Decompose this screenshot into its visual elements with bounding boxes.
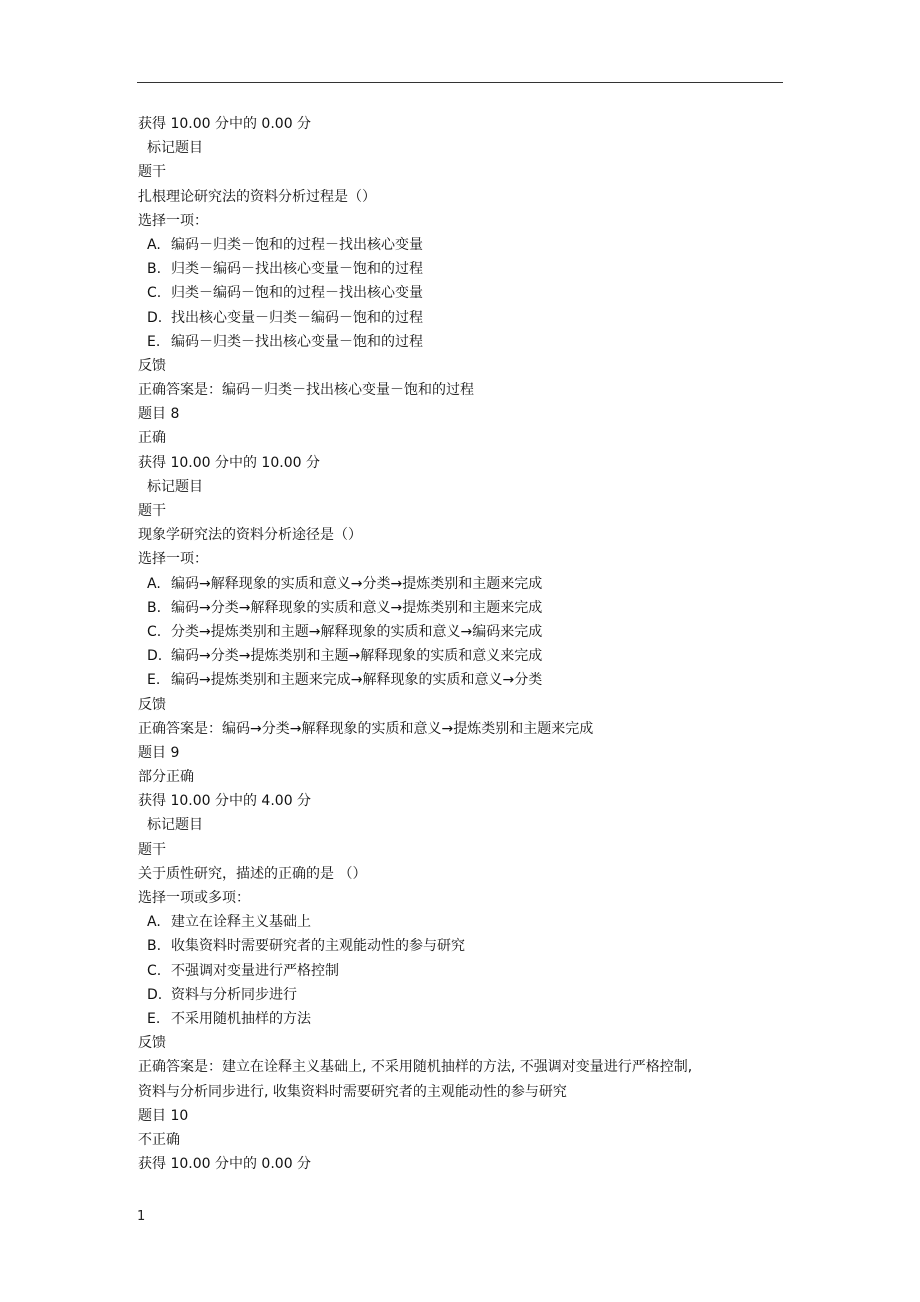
option-text: 编码→提炼类别和主题来完成→解释现象的实质和意义→分类 bbox=[171, 672, 543, 689]
option-text: 找出核心变量－归类－编码－饱和的过程 bbox=[171, 309, 423, 326]
q10-score: 获得 10.00 分中的 0.00 分 bbox=[138, 1156, 312, 1173]
q9-title: 题目 9 bbox=[138, 744, 180, 761]
q8-question-text: 现象学研究法的资料分析途径是（） bbox=[138, 527, 362, 544]
q9-score: 获得 10.00 分中的 4.00 分 bbox=[138, 793, 312, 810]
option-text: 编码－归类－找出核心变量－饱和的过程 bbox=[171, 333, 423, 350]
q7-score: 获得 10.00 分中的 0.00 分 bbox=[138, 116, 312, 132]
q9-option-a[interactable] bbox=[138, 910, 788, 934]
q8-option-c[interactable] bbox=[138, 620, 788, 644]
option-text: 编码→分类→提炼类别和主题→解释现象的实质和意义来完成 bbox=[171, 648, 543, 665]
q8-stem-label: 题干 bbox=[138, 503, 166, 519]
q7-correct-answer: 正确答案是：编码－归类－找出核心变量－饱和的过程 bbox=[138, 382, 474, 399]
q8-status: 正确 bbox=[138, 430, 166, 447]
option-text: 编码→分类→解释现象的实质和意义→提炼类别和主题来完成 bbox=[171, 599, 543, 616]
q9-correct-answer-line1: 正确答案是：建立在诠释主义基础上, 不采用随机抽样的方法, 不强调对变量进行严格控制, bbox=[138, 1059, 693, 1076]
q8-title: 题目 8 bbox=[138, 406, 180, 423]
q7-question-text: 扎根理论研究法的资料分析过程是（） bbox=[138, 188, 376, 205]
q7-option-e[interactable] bbox=[138, 330, 788, 354]
option-letter: E. bbox=[147, 1010, 161, 1027]
option-text: 资料与分析同步进行 bbox=[171, 986, 297, 1003]
option-text: 不采用随机抽样的方法 bbox=[171, 1010, 311, 1027]
option-letter: D. bbox=[147, 648, 163, 665]
q8-option-b[interactable] bbox=[138, 596, 788, 620]
option-letter: A. bbox=[147, 914, 161, 931]
q8-choose-label: 选择一项： bbox=[138, 551, 208, 568]
option-letter: C. bbox=[147, 623, 162, 640]
option-text: 收集资料时需要研究者的主观能动性的参与研究 bbox=[171, 938, 465, 955]
q8-correct-answer: 正确答案是：编码→分类→解释现象的实质和意义→提炼类别和主题来完成 bbox=[138, 720, 594, 737]
q9-feedback-label: 反馈 bbox=[138, 1035, 166, 1052]
option-letter: B. bbox=[147, 938, 162, 955]
q8-feedback-label: 反馈 bbox=[138, 696, 166, 713]
q9-question-text: 关于质性研究，描述的正确的是 （） bbox=[138, 865, 367, 882]
q7-option-c[interactable] bbox=[138, 281, 788, 305]
q9-choose-label: 选择一项或多项： bbox=[138, 890, 250, 906]
q9-flag-question[interactable]: 标记题目 bbox=[147, 817, 203, 834]
q7-choose-label: 选择一项： bbox=[138, 212, 208, 229]
page-number: 1 bbox=[137, 1209, 146, 1224]
q9-status: 部分正确 bbox=[138, 769, 194, 786]
q10-title: 题目 10 bbox=[138, 1107, 189, 1124]
option-text: 编码－归类－饱和的过程－找出核心变量 bbox=[171, 236, 423, 253]
option-text: 分类→提炼类别和主题→解释现象的实质和意义→编码来完成 bbox=[171, 623, 543, 640]
option-letter: D. bbox=[147, 986, 163, 1003]
option-text: 编码→解释现象的实质和意义→分类→提炼类别和主题来完成 bbox=[171, 575, 543, 592]
q9-option-e[interactable] bbox=[138, 1007, 788, 1031]
q7-option-d[interactable] bbox=[138, 306, 788, 330]
q8-score: 获得 10.00 分中的 10.00 分 bbox=[138, 454, 320, 471]
option-letter: B. bbox=[147, 599, 162, 616]
q7-stem-label: 题干 bbox=[138, 164, 166, 181]
q9-correct-answer-line2: 资料与分析同步进行, 收集资料时需要研究者的主观能动性的参与研究 bbox=[138, 1083, 567, 1100]
q7-feedback-label: 反馈 bbox=[138, 357, 166, 374]
q7-flag-question[interactable]: 标记题目 bbox=[147, 140, 203, 157]
option-letter: E. bbox=[147, 672, 161, 689]
quiz-content bbox=[138, 112, 788, 1176]
option-text: 建立在诠释主义基础上 bbox=[171, 914, 311, 931]
option-text: 不强调对变量进行严格控制 bbox=[171, 962, 339, 979]
q9-option-c[interactable] bbox=[138, 959, 788, 983]
q8-option-a[interactable] bbox=[138, 572, 788, 596]
q10-status: 不正确 bbox=[138, 1131, 180, 1148]
header-rule bbox=[137, 82, 783, 83]
option-letter: D. bbox=[147, 309, 163, 326]
option-text: 归类－编码－饱和的过程－找出核心变量 bbox=[171, 285, 423, 302]
q9-option-d[interactable] bbox=[138, 983, 788, 1007]
q9-stem-label: 题干 bbox=[138, 841, 166, 858]
option-text: 归类－编码－找出核心变量－饱和的过程 bbox=[171, 261, 423, 278]
q8-flag-question[interactable]: 标记题目 bbox=[147, 478, 203, 495]
option-letter: C. bbox=[147, 285, 162, 302]
q8-option-d[interactable] bbox=[138, 644, 788, 668]
option-letter: A. bbox=[147, 575, 161, 592]
q7-option-b[interactable] bbox=[138, 257, 788, 281]
option-letter: E. bbox=[147, 333, 161, 350]
q9-option-b[interactable] bbox=[138, 934, 788, 958]
option-letter: B. bbox=[147, 261, 162, 278]
option-letter: A. bbox=[147, 236, 161, 253]
q8-option-e[interactable] bbox=[138, 668, 788, 692]
option-letter: C. bbox=[147, 962, 162, 979]
q7-option-a[interactable] bbox=[138, 233, 788, 257]
